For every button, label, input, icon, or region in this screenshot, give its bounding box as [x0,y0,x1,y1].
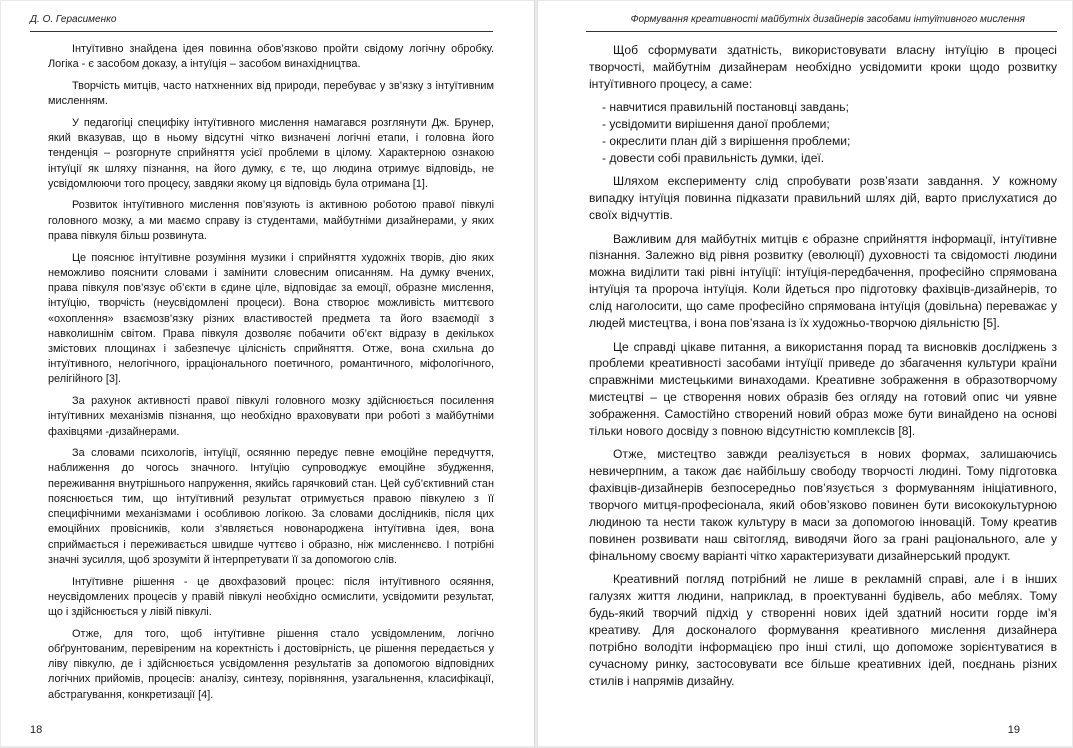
list-item: - навчитися правильній постановці завдань; [589,99,1057,116]
steps-list [589,99,1057,167]
paragraph: Інтуїтивно знайдена ідея повинна обов’язково пройти свідому логічну обробку. Логіка - є засобом доказу, а інтуїція – засобом винахідництва. [48,43,494,71]
paragraph: Отже, для того, щоб інтуїтивне рішення стало усвідомленим, логічно обґрунтованим, перевіреним на коректність і достовірність, це рішення передається у ліву півкулю, де і здійснюється усвідомлення результатів за допомогою відповідних логічних прийомів, процесів: аналізу, синтезу, порівняння, узагальнення, класифікації, абстрагування, конкретизації [4]. [48,627,494,701]
right-page-number: 19 [1007,724,1020,736]
paragraph: За словами психологів, інтуїції, осяянню передує певне емоційне передчуття, наближення до чогось значного. Інтуїцію супроводжує емоційне збудження, переживання внутрішнього напруження, якийсь гарячковий стан. Цей суб’єктивний стан пояснюється тим, що інтуїтивний результат отримується правою півкулею з її специфічними механізмами і особливою логікою. За словами дослідників, після цих емоційних провісників, коли з’являється новонароджена інтуїтивна ідея, вона сприймається і переживається швидше чуттєво і образно, ніж мисленнєво. І потрібні значні зусилля, щоб зрозуміти й інтерпретувати її за допомогою слів. [48,447,494,566]
left-running-head: Д. О. Герасименко [30,14,117,25]
paragraph: Це справді цікаве питання, а використання порад та висновків досліджень з проблеми креативності засобами інтуїції приведе до збагачення культури країни справжніми мистецькими винаходами. Креативне зображення в образотворчому мистецтві – це створення нових образів без огляду на готовий опис чи уявне зображення. Самостійно створений новий образ може бути винайдено на основі тільки нового досвіду з повною відсутністю комплексів [8]. [589,339,1057,439]
right-running-head: Формування креативності майбутніх дизайнерів засобами інтуїтивного мислення [630,14,1025,25]
paragraph: У педагогіці специфіку інтуїтивного мислення намагався розглянути Дж. Брунер, який вказував, що в ньому відсутні чітко визначені логічні етапи, і головна його тенденція – розгорнуте сприйняття усієї проблеми в цілому. Характерною ознакою інтуїції як шляху пізнання, на його думку, є те, що людина отримує відповідь, не усвідомлюючи того процесу, завдяки якому ця відповідь була отримана [1]. [48,116,494,190]
left-page-number: 18 [30,724,43,736]
paragraph: Розвиток інтуїтивного мислення пов’язують із активною роботою правої півкулі головного мозку, а ми маємо справу із студентами, майбутніми дизайнерами, у яких права півкуля більш розвинута. [48,199,494,242]
intro-paragraph: Щоб сформувати здатність, використовувати власну інтуїцію в процесі творчості, майбутнім дизайнерам необхідно усвідомити кроки щодо розвитку інтуїтивного процесу, а саме: [589,43,1057,91]
list-item: - окреслити план дій з вирішення проблеми; [589,133,1057,150]
paragraph: Творчість митців, часто натхненних від природи, перебуває у зв’язку з інтуїтивним мисленням. [48,79,494,108]
paragraph: Важливим для майбутніх митців є образне сприйняття інформації, інтуїтивне пізнання. Залежно від рівня розвитку (еволюції) духовності та свідомості людини можна виділити такі рівні інтуїції: інтуїція-передбачення, професійно спрямована інтуїція та пророча інтуїція. Коли йдеться про підготовку фахівців-дизайнерів, то слід наголосити, що саме професійно спрямована інтуїція (довільна) переважає у людей мистецтва, і вона пов’язана із їх художньо-творчою діяльністю [5]. [589,231,1057,331]
right-body-text [589,42,1057,696]
right-page [538,1,1072,746]
list-item: - довести собі правильність думки, ідеї. [589,150,1057,167]
paragraph: Це пояснює інтуїтивне розуміння музики і сприйняття художніх творів, дію яких неможливо пояснити словами і замінити словесним описанням. На думку вчених, права півкуля пов’язує об’єкти в єдине ціле, відповідає за емоції, образне мислення, інтуїцію, творчість (неусвідомлені процеси). Вона створює можливість миттєвого «охоплення» взаємозв’язку різних властивостей предмета та його взаємодії з навколишнім світом. Права півкуля дозволяє побачити об’єкт відразу в декількох змістових площинах і забезпечує цілісність сприйняття. Отже, вона схильна до інтуїтивного, нелогічного, ірраціонального поетичного, романтичного, міфологічного, релігійного [3]. [48,251,494,386]
paragraph: Отже, мистецтво завжди реалізується в нових формах, залишаючись невичерпним, а також дає найбільшу свободу творчості людині. Тому підготовка фахівців-дизайнерів безпосередньо пов’язується з формуванням ініціативного, творчого митця-професіонала, який обов’язково повинен бути висококультурною людиною та нести також культуру в маси за допомогою інновацій. Тому креатив повинен розвивати наш світогляд, виводячи його за грані раціонального, але у фінальному своєму варіанті чітко характеризувати дизайнерський продукт. [589,447,1057,563]
paragraph: Інтуїтивне рішення - це двохфазовий процес: після інтуїтивного осяяння, неусвідомлених процесів у правій півкулі необхідно осмислити, усвідомити результат, що і здійснюється у лівій півкулі. [48,575,494,618]
paragraph: За рахунок активності правої півкулі головного мозку здійснюється посилення інтуїтивних механізмів пізнання, що необхідно враховувати при роботі з майбутніми фахівцями -дизайнерами. [48,395,494,438]
list-item: - усвідомити вирішення даної проблеми; [589,116,1057,133]
paragraph: Креативний погляд потрібний не лише в рекламній справі, але і в інших галузях життя людини, наприклад, в проектуванні будівель, або меблях. Тому будь-який творчий підхід у створенні нових ідей здатний носити горде ім’я креативу. Для досконалого формування креативного мислення дизайнера потрібно володіти інформацією про інші стилі, що допоможе зорієнтуватися в сучасному ринку, застосовувати все більше креативних ідей, поєднань різних стилів і напрямів дизайну. [589,572,1057,688]
left-page [1,1,534,746]
right-header-rule [586,31,1057,32]
left-header-rule [30,31,493,32]
paragraph: Шляхом експерименту слід спробувати розв’язати завдання. У кожному випадку інтуїція повинна підказати правильний шлях дій, варто прислухатися до своїх відчуттів. [589,174,1057,223]
left-body-text [48,42,494,709]
